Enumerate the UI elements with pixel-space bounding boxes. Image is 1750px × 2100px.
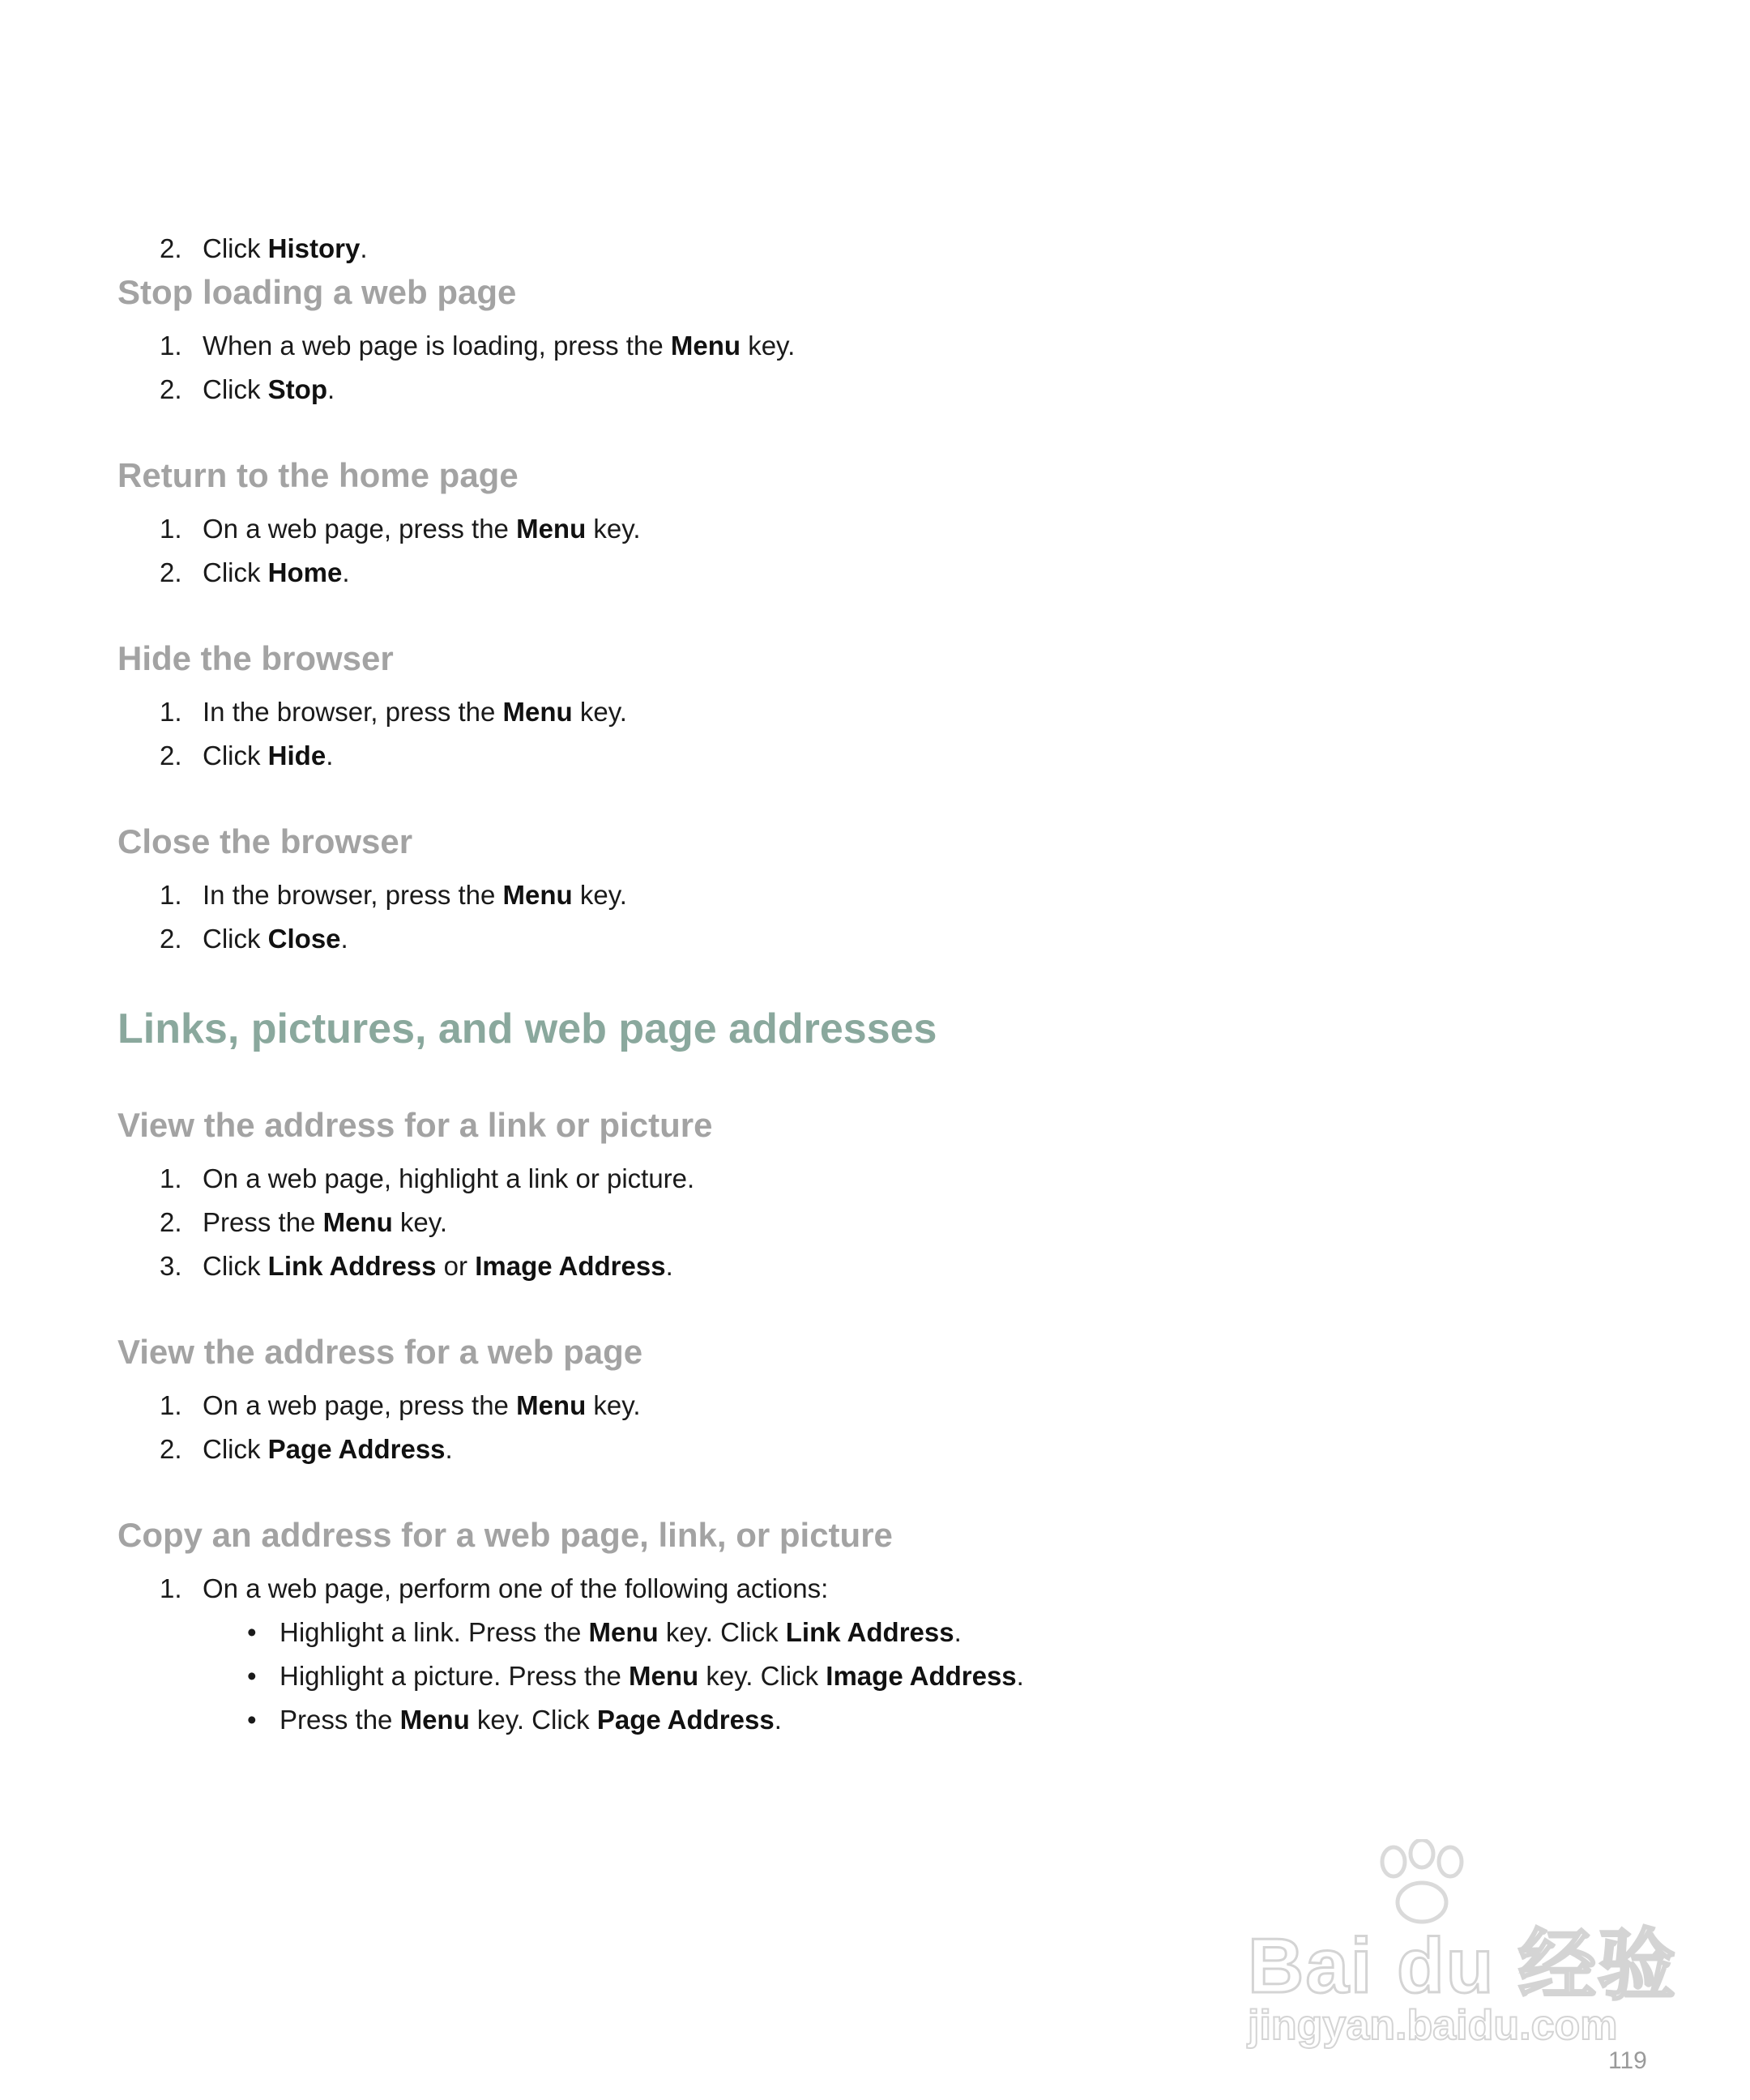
- step-number: 1.: [160, 514, 182, 544]
- step-text-end: key.: [572, 880, 627, 910]
- ui-term: Menu: [670, 331, 741, 361]
- step-item: [117, 227, 1495, 271]
- step-item: [117, 551, 1495, 595]
- bullet-list: [203, 1611, 1495, 1742]
- bullet-text-mid: key. Click: [469, 1705, 597, 1735]
- step-text-end: .: [340, 924, 348, 954]
- bullet-symbol: •: [247, 1661, 257, 1691]
- bullet-text: Press the: [280, 1705, 400, 1735]
- bullet-text-end: .: [1016, 1661, 1024, 1691]
- watermark-brand: Bai du 经验: [1248, 1923, 1678, 2009]
- step-text-end: .: [445, 1434, 453, 1464]
- bullet-symbol: •: [247, 1705, 257, 1735]
- section-heading: Hide the browser: [117, 639, 394, 677]
- bullet-text: Highlight a picture. Press the: [280, 1661, 630, 1691]
- step-number: 1.: [160, 880, 182, 910]
- section-stop-loading: [117, 271, 1495, 412]
- step-item: [117, 1428, 1495, 1471]
- step-text-end: key.: [392, 1207, 447, 1237]
- ui-term: Stop: [267, 374, 327, 404]
- section-heading: View the address for a link or picture: [117, 1106, 713, 1144]
- step-text: On a web page, highlight a link or picture.: [203, 1163, 695, 1193]
- step-list: [117, 1567, 1495, 1742]
- section-heading: Stop loading a web page: [117, 273, 517, 311]
- ui-term: Home: [267, 557, 343, 587]
- step-text: When a web page is loading, press the: [203, 331, 671, 361]
- step-item: [117, 1157, 1495, 1201]
- step-text-mid: or: [436, 1251, 476, 1281]
- page-number: 119: [1608, 2047, 1647, 2074]
- ui-term: Close: [267, 924, 341, 954]
- step-text: On a web page, perform one of the following actions:: [203, 1573, 829, 1603]
- step-number: 1.: [160, 331, 182, 361]
- step-text-end: .: [665, 1251, 673, 1281]
- ui-term: Menu: [629, 1661, 699, 1691]
- bullet-item: [117, 1611, 1495, 1654]
- step-number: 1.: [160, 697, 182, 727]
- step-number: 2.: [160, 1434, 182, 1464]
- step-item: [117, 734, 1495, 778]
- page-content: [117, 227, 1495, 1784]
- step-text-end: .: [327, 374, 335, 404]
- step-item: [117, 1567, 1495, 1742]
- step-text: In the browser, press the: [203, 880, 503, 910]
- step-number: 3.: [160, 1251, 182, 1281]
- step-text: Click: [203, 233, 268, 263]
- continued-steps: [117, 227, 1495, 271]
- step-text-end: .: [360, 233, 368, 263]
- baidu-watermark: [1248, 1839, 1678, 2050]
- step-text: On a web page, press the: [203, 1390, 517, 1420]
- step-number: 2.: [160, 1207, 182, 1237]
- step-list: [117, 1157, 1495, 1288]
- step-text: Click: [203, 374, 268, 404]
- bullet-item: [117, 1654, 1495, 1698]
- step-number: 2.: [160, 374, 182, 404]
- ui-term: Menu: [516, 514, 587, 544]
- bullet-text-end: .: [774, 1705, 782, 1735]
- watermark-url: jingyan.baidu.com: [1248, 2002, 1618, 2049]
- ui-term: Menu: [516, 1390, 587, 1420]
- step-text-end: key.: [586, 514, 641, 544]
- step-item: [117, 368, 1495, 412]
- section-view-link-address: [117, 1103, 1495, 1288]
- step-number: 1.: [160, 1573, 182, 1603]
- step-list: [117, 690, 1495, 778]
- step-number: 2.: [160, 741, 182, 770]
- step-text: Click: [203, 557, 268, 587]
- section-copy-address: [117, 1513, 1495, 1742]
- ui-term: Menu: [502, 697, 573, 727]
- ui-term: Page Address: [267, 1434, 446, 1464]
- step-text: On a web page, press the: [203, 514, 517, 544]
- ui-term: Hide: [267, 741, 327, 770]
- step-text-end: .: [326, 741, 334, 770]
- bullet-item: [117, 1698, 1495, 1742]
- step-text: Click: [203, 1251, 268, 1281]
- bullet-text-mid: key. Click: [658, 1617, 786, 1647]
- section-close-browser: [117, 820, 1495, 961]
- step-item: [117, 1384, 1495, 1428]
- step-list: [117, 324, 1495, 412]
- step-text: Press the: [203, 1207, 323, 1237]
- ui-term: Page Address: [596, 1705, 775, 1735]
- ui-term: Image Address: [826, 1661, 1017, 1691]
- step-list: [117, 873, 1495, 961]
- step-number: 1.: [160, 1390, 182, 1420]
- section-heading: Close the browser: [117, 822, 413, 860]
- step-item: [117, 690, 1495, 734]
- bullet-symbol: •: [247, 1617, 257, 1647]
- step-text: In the browser, press the: [203, 697, 503, 727]
- section-heading: View the address for a web page: [117, 1333, 643, 1371]
- ui-term: Menu: [588, 1617, 659, 1647]
- section-heading: Return to the home page: [117, 456, 519, 494]
- section-view-page-address: [117, 1330, 1495, 1471]
- step-item: [117, 1244, 1495, 1288]
- step-text-end: key.: [586, 1390, 641, 1420]
- chapter-heading: Links, pictures, and web page addresses: [117, 1005, 937, 1052]
- bullet-text-mid: key. Click: [698, 1661, 826, 1691]
- bullet-text: Highlight a link. Press the: [280, 1617, 589, 1647]
- step-text: Click: [203, 741, 268, 770]
- section-return-home: [117, 454, 1495, 595]
- step-item: [117, 507, 1495, 551]
- ui-term: History: [267, 233, 361, 263]
- step-list: [117, 1384, 1495, 1471]
- step-text-end: key.: [741, 331, 796, 361]
- ui-term: Menu: [399, 1705, 470, 1735]
- ui-term: Menu: [322, 1207, 393, 1237]
- step-text-end: key.: [572, 697, 627, 727]
- step-item: [117, 873, 1495, 917]
- step-item: [117, 917, 1495, 961]
- step-text: Click: [203, 1434, 268, 1464]
- step-number: 1.: [160, 1163, 182, 1193]
- step-list: [117, 507, 1495, 595]
- section-heading: Copy an address for a web page, link, or picture: [117, 1516, 893, 1554]
- step-number: 2.: [160, 557, 182, 587]
- step-item: [117, 324, 1495, 368]
- ui-term: Link Address: [785, 1617, 954, 1647]
- step-number: 2.: [160, 233, 182, 263]
- ui-term: Image Address: [475, 1251, 666, 1281]
- ui-term: Link Address: [267, 1251, 437, 1281]
- step-text: Click: [203, 924, 268, 954]
- section-hide-browser: [117, 637, 1495, 778]
- step-number: 2.: [160, 924, 182, 954]
- bullet-text-end: .: [954, 1617, 962, 1647]
- step-text-end: .: [342, 557, 350, 587]
- step-item: [117, 1201, 1495, 1244]
- ui-term: Menu: [502, 880, 573, 910]
